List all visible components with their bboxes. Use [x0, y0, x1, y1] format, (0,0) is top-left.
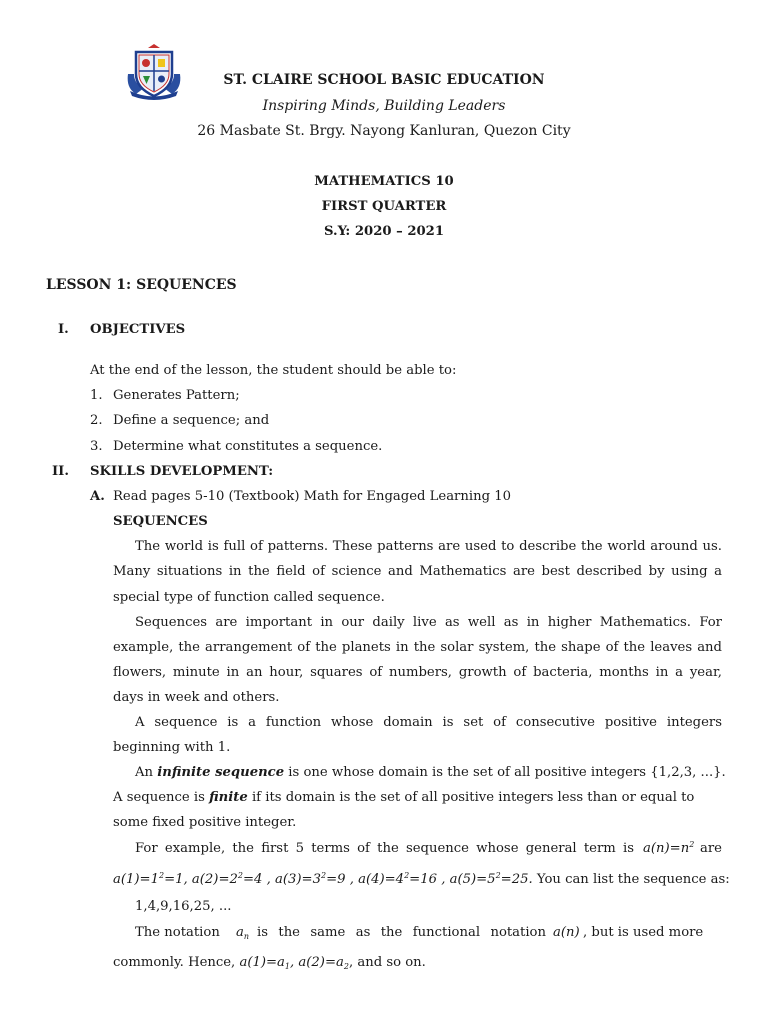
lesson-title: LESSON 1: SEQUENCES [46, 277, 237, 293]
paragraph-line: flowers, minute in an hour, squares of numbers, growth of bacteria, months in a year, [113, 665, 722, 680]
objective-item: Define a sequence; and [113, 413, 270, 428]
paragraph-line: days in week and others. [113, 690, 280, 705]
notation-equivalence: $a(1)=a_1$, $a(2)=a_2$ [239, 955, 349, 971]
school-year: S.Y: 2020 – 2021 [323, 224, 445, 239]
school-address: 26 Masbate St. Brgy. Nayong Kanluran, Quezon City [197, 123, 571, 139]
objective-item: Generates Pattern; [113, 388, 240, 403]
paragraph-line: Sequences are important in our daily live as well as in higher Mathematics. For [135, 615, 722, 630]
objectives-heading: OBJECTIVES [90, 322, 186, 337]
paragraph-line: A sequence is a function whose domain is set of consecutive positive integers [135, 715, 722, 730]
paragraph-line: The world is full of patterns. These patterns are used to describe the world around us. [135, 539, 722, 554]
term-infinite-sequence: infinite sequence [157, 765, 285, 780]
general-term-formula: $a(n)=n^2$ [643, 840, 695, 856]
notation-a-n: $a_n$ [236, 925, 250, 941]
item-letter: A. [90, 489, 105, 504]
section-numeral-1: I. [58, 322, 69, 337]
paragraph-line: is the same as the functional notation [257, 925, 546, 940]
objectives-intro: At the end of the lesson, the student should be able to: [90, 363, 457, 378]
paragraph-line: The notation [135, 925, 220, 940]
sequence-list: 1,4,9,16,25, ... [135, 899, 232, 914]
paragraph-line: commonly. Hence, $a(1)=a_1$, $a(2)=a_2$, and so on. [113, 955, 426, 971]
quarter-label: FIRST QUARTER [321, 199, 447, 214]
paragraph-line: special type of function called sequence. [113, 590, 385, 605]
school-name: ST. CLAIRE SCHOOL BASIC EDUCATION [223, 72, 545, 88]
term-finite: finite [209, 790, 248, 805]
paragraph-line: some fixed positive integer. [113, 815, 297, 830]
paragraph-line: example, the arrangement of the planets in the solar system, the shape of the leaves and [113, 640, 722, 655]
sequences-subheading: SEQUENCES [113, 514, 208, 529]
paragraph-line: beginning with 1. [113, 740, 231, 755]
section-numeral-2: II. [52, 464, 69, 479]
objective-item: Determine what constitutes a sequence. [113, 439, 383, 454]
notation-a-of-n: a(n) [553, 925, 580, 940]
sequence-terms-formula: $a(1)=1^2=1$, $a(2)=2^2=4$ , $a(3)=3^2=9$ , $a(4)=4^2=16$ , $a(5)=5^2=25$. [113, 871, 533, 887]
paragraph-line: are [700, 841, 722, 856]
reading-assignment: Read pages 5-10 (Textbook) Math for Engaged Learning 10 [113, 489, 511, 504]
objective-number: 1. [90, 388, 103, 403]
paragraph-line: A sequence is finite if its domain is the set of all positive integers less than or equal to [113, 790, 695, 805]
paragraph-line: $a(1)=1^2=1$, $a(2)=2^2=4$ , $a(3)=3^2=9$ , $a(4)=4^2=16$ , $a(5)=5^2=25$. You can list the sequence as: [113, 871, 730, 887]
subject-title: MATHEMATICS 10 [314, 174, 454, 189]
paragraph-line: For example, the first 5 terms of the sequence whose general term is [135, 841, 634, 856]
objective-number: 2. [90, 413, 103, 428]
skills-heading: SKILLS DEVELOPMENT: [90, 464, 274, 479]
paragraph-line: An infinite sequence is one whose domain is the set of all positive integers {1,2,3, ...}. [135, 765, 726, 780]
paragraph-line: Many situations in the field of science and Mathematics are best described by using a [113, 564, 722, 579]
school-motto: Inspiring Minds, Building Leaders [262, 98, 506, 114]
paragraph-line: , but is used more [583, 925, 704, 940]
objective-number: 3. [90, 439, 103, 454]
